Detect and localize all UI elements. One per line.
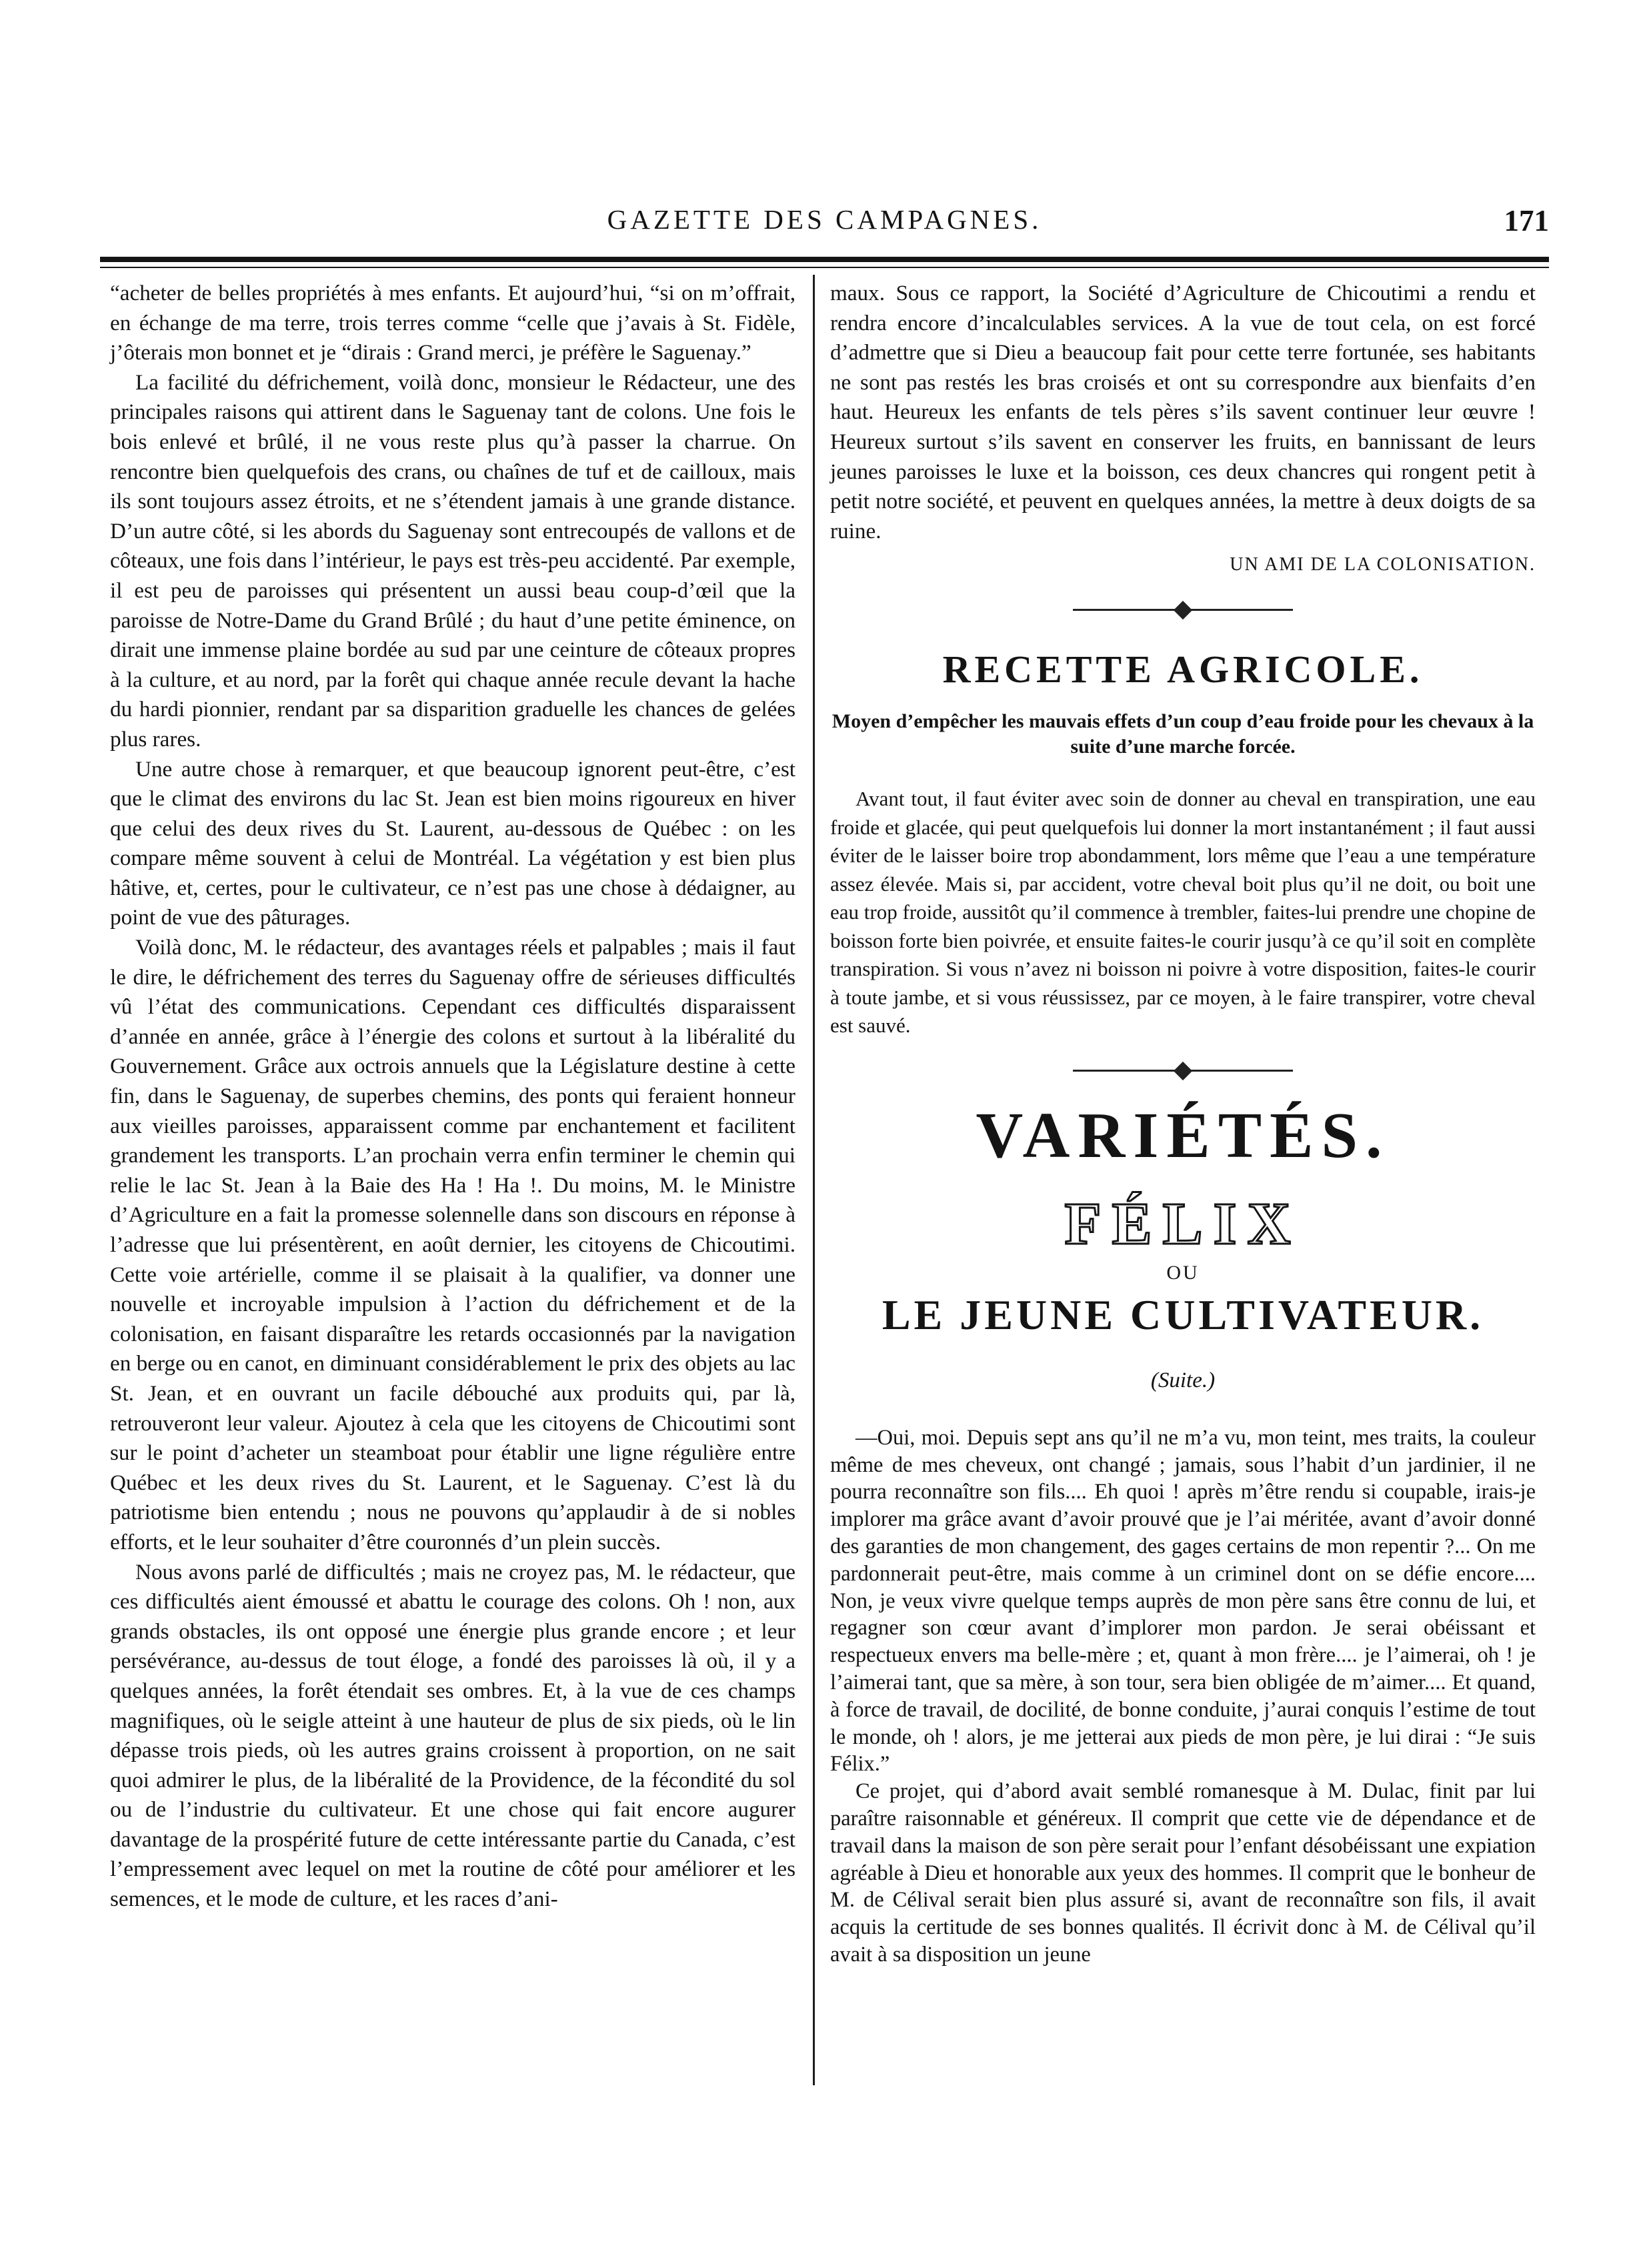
page-number: 171	[1504, 204, 1549, 237]
continuation-note: (Suite.)	[1150, 1368, 1216, 1392]
story-title: LE JEUNE CULTIVATEUR.	[882, 1290, 1484, 1338]
article-paragraph: Voilà donc, M. le rédacteur, des avantages réels et palpables ; mais il faut le dire, le défrichement des terres du Saguenay offre de sérieuses difficultés vû l’état des communications. Cependant ces difficultés disparaissent d’année en année, grâce à l’énergie des colons et surtout à la libéralité du Gouvernement. Grâce aux octrois annuels que la Législature destine à cette fin, dans le Saguenay, de superbes chemins, des ponts qui feraient honneur aux vieilles paroisses, apparaissent comme par enchantement et facilitent grandement les transports. L’an prochain verra enfin terminer le chemin qui relie le lac St. Jean à la Baie des Ha ! Ha !. Du moins, M. le Ministre d’Agriculture en a fait la promesse solennelle dans son discours en réponse à l’adresse que lui présentèrent, en août dernier, les citoyens de Chicoutimi. Cette voie artérielle, comme il se plaisait à la qualifier, va donner une nouvelle et incroyable impulsion à l’action du défrichement et de la colonisation, en faisant disparaître les retards occasionnés par la navigation en berge ou en canot, en diminuant considérablement le prix des objets au lac St. Jean, et en ouvrant un facile débouché aux produits qui, par là, retrouveront leur valeur. Ajoutez à cela que les citoyens de Chicoutimi sont sur le point d’acheter un steamboat pour établir une ligne régulière entre Québec et les deux rives du St. Laurent, et le Saguenay. C’est là du patriotisme bien entendu ; nous ne pouvons qu’applaudir à de si nobles efforts, et le leur souhaiter d’être couronnés d’un plein succès.	[110, 935, 795, 1554]
story-paragraph: —Oui, moi. Depuis sept ans qu’il ne m’a vu, mon teint, mes traits, la couleur même de mes cheveux, ont changé ; jamais, sous l’habit d’un jardinier, il ne pourra reconnaître son fils.... Eh quoi ! après m’être rendu si coupable, irais-je implorer ma grâce avant d’avoir prouvé que je l’ai méritée, avant d’avoir donné des garanties de mon changement, des gages certains de mon repentir ?... On me pardonnerait peut-être, mais comme à un criminel dont on se défie encore.... Non, je veux vivre quelque temps auprès de mon père sans être connu de lui, et regagner son cœur avant d’implorer mon pardon. Je serai obéissant et respectueux envers ma belle-mère ; et, quant à mon frère.... je l’aimerai, oh ! je l’aimerai tant, que sa mère, à son tour, sera bien obligée de m’aimer.... Et quand, à force de travail, de docilité, de bonne conduite, j’aurai conquis l’estime de tout le monde, oh ! alors, je me jetterai aux pieds de mon père, je lui dirai : “Je suis Félix.”	[830, 1425, 1536, 1777]
article-paragraph: La facilité du défrichement, voilà donc, monsieur le Rédacteur, une des principales raisons qui attirent dans le Saguenay tant de colons. Une fois le bois enlevé et brûlé, il ne vous reste plus qu’à passer la charrue. On rencontre bien quelquefois des crans, ou chaînes de tuf et de cailloux, mais ils sont toujours assez étroits, et ne s’étendent jamais à une grande distance. D’un autre côté, si les abords du Saguenay sont entrecoupés de vallons et de côteaux, une fois dans l’intérieur, le pays est très-peu accidenté. Par exemple, il est peu de paroisses qui présentent un aussi beau coup-d’œil que la paroisse de Notre-Dame du Grand Brûlé ; du haut d’une petite éminence, on dirait une immense plaine bordée au sud par une ceinture de côteaux propres à la culture, et au nord, par la forêt qui chaque année recule devant la hache du hardi pionnier, rendant par sa disparition graduelle les chances de gelées plus rares.	[110, 369, 796, 752]
section-ornament	[1073, 1063, 1293, 1079]
title-conjunction: OU	[1166, 1261, 1200, 1284]
ornament-diamond	[1174, 601, 1192, 620]
article-paragraph: Une autre chose à remarquer, et que beaucoup ignorent peut-être, c’est que le climat des environs du lac St. Jean est bien moins rigoureux en hiver que celui des deux rives du St. Laurent, au-dessous de Québec : on les compare même souvent à celui de Montréal. La végétation y est bien plus hâtive, et, certes, pour le cultivateur, ce n’est pas une chose à dédaigner, au point de vue des pâturages.	[110, 756, 795, 930]
article-paragraph: “acheter de belles propriétés à mes enfants. Et aujourd’hui, “si on m’offrait, en échange de ma terre, trois terres comme “celle que j’avais à St. Fidèle, j’ôterais mon bonnet et je “dirais : Grand merci, je préfère le Saguenay.”	[110, 281, 795, 365]
section-ornament	[1073, 602, 1293, 618]
running-head	[100, 203, 1549, 243]
masthead-title: GAZETTE DES CAMPAGNES.	[607, 204, 1042, 235]
story-paragraph: Ce projet, qui d’abord avait semblé romanesque à M. Dulac, finit par lui paraître raisonnable et généreux. Il comprit que cette vie de dépendance et de travail dans la maison de son père serait pour l’enfant désobéissant une expiation agréable à Dieu et honorable aux yeux des hommes. Il comprit que le bonheur de M. de Célival serait bien plus assuré si, avant de reconnaître son fils, il avait acquis la certitude de ses bonnes qualités. Il écrivit donc à M. de Célival qu’il avait à sa disposition un jeune	[830, 1779, 1536, 1967]
left-column	[110, 279, 795, 1915]
header-rule-thick	[100, 257, 1549, 262]
feuilleton-title: FÉLIX	[1064, 1190, 1302, 1257]
article-signature: UN AMI DE LA COLONISATION.	[1230, 554, 1536, 576]
article-paragraph: Nous avons parlé de difficultés ; mais ne croyez pas, M. le rédacteur, que ces difficultés aient émoussé et abattu le courage des colons. Oh ! non, aux grands obstacles, ils ont opposé une énergie plus grande encore ; et leur persévérance, au-dessus de tout éloge, a fondé des paroisses là où, il y a quelques années, la forêt étendait ses ombres. Et, à la vue de ces champs magnifiques, où le seigle atteint à une hauteur de plus de six pieds, où le lin dépasse trois pieds, où les autres grains croissent à proportion, on ne sait quoi admirer le plus, de la libéralité de la Providence, de la fécondité du sol ou de l’industrie du cultivateur. Et une chose qui fait encore augurer davantage de la prospérité future de cette intéressante partie du Canada, c’est l’empressement avec lequel on met la routine de côté pour améliorer et les semences, et le mode de culture, et les races d’ani-	[110, 1559, 795, 1912]
column-divider	[813, 275, 815, 2085]
story-text	[830, 1424, 1536, 1969]
recette-body: Avant tout, il faut éviter avec soin de donner au cheval en transpiration, une eau froide et glacée, qui peut quelquefois lui donner la mort instantanément ; il faut aussi éviter de le laisser boire trop abondamment, lors même que l’eau a une température assez élevée. Mais si, par accident, votre cheval boit plus qu’il ne doit, ou boit une eau trop froide, aussitôt qu’il commence à trembler, faites-lui prendre une chopine de boisson forte bien poivrée, et ensuite faites-le courir jusqu’à ce qu’il soit en complète transpiration. Si vous n’avez ni boisson ni poivre à votre disposition, faites-le courir à toute jambe, et si vous réussissez, par ce moyen, à le faire transpirer, votre cheval est sauvé.	[830, 787, 1536, 1038]
recette-subtitle: Moyen d’empêcher les mauvais effets d’un coup d’eau froide pour les chevaux à la suite d’une marche forcée.	[832, 710, 1534, 758]
header-rule-thin	[100, 267, 1549, 268]
recette-heading: RECETTE AGRICOLE.	[942, 648, 1424, 692]
article-paragraph: maux. Sous ce rapport, la Société d’Agriculture de Chicoutimi a rendu et rendra encore d’incalculables services. A la vue de tout cela, on est forcé d’admettre que si Dieu a beaucoup fait pour cette terre fortunée, ses habitants ne sont pas restés les bras croisés et ont su correspondre aux bienfaits d’en haut. Heureux les enfants de tels pères s’ils savent continuer leur œuvre ! Heureux surtout s’ils savent en conserver les fruits, en bannissant de leurs jeunes paroisses le luxe et la boisson, ces deux chancres qui rongent petit à petit notre société, et peuvent en quelques années, la mettre à deux doigts de sa ruine.	[830, 281, 1536, 543]
ornament-diamond	[1174, 1062, 1192, 1080]
varietes-heading: VARIÉTÉS.	[976, 1099, 1390, 1172]
right-column	[830, 279, 1536, 1969]
